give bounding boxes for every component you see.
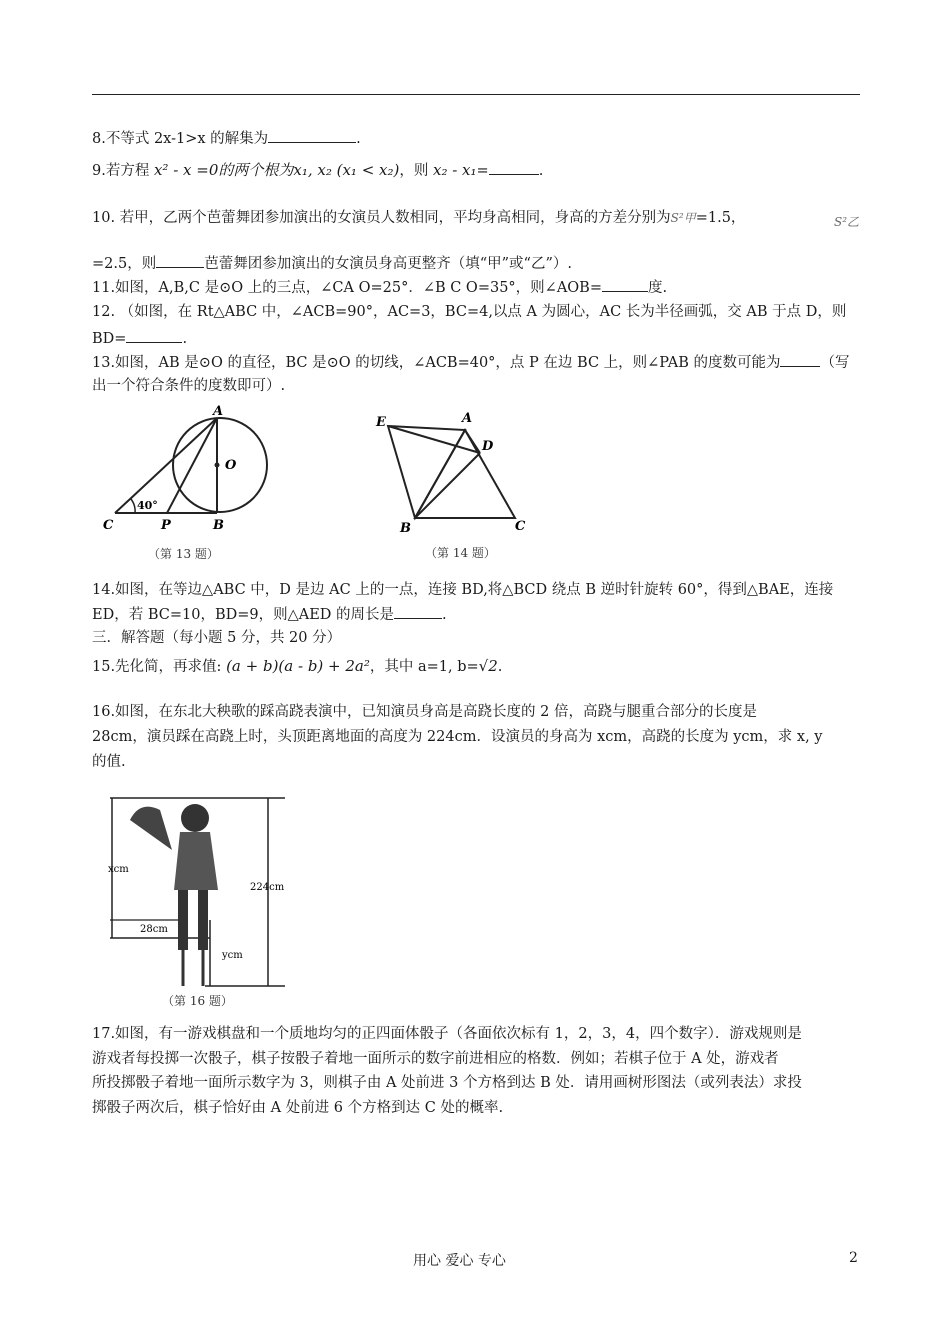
question-14-line1 [92, 580, 862, 600]
question-12-line2 [92, 328, 862, 349]
q11-text: 11.如图，A,B,C 是⊙O 上的三点，∠CA O=25°．∠B C O=35°，则∠AOB= [92, 280, 602, 296]
q12-end: . [182, 331, 188, 347]
question-17-line3: 所投掷骰子着地一面所示数字为 3，则棋子由 A 处前进 3 个方格到达 B 处．请用画树形图法（或列表法）求投 [92, 1075, 802, 1091]
q10-text2: 芭蕾舞团参加演出的女演员身高更整齐（填“甲”或“乙”）. [204, 256, 572, 272]
figure-14 [370, 408, 540, 538]
question-8 [92, 128, 862, 149]
label-c: C [103, 518, 114, 533]
header-rule [92, 94, 860, 95]
variance-jia: S²甲 [670, 211, 696, 225]
q13-text-end: （写 [820, 355, 850, 371]
q9-prefix: 9.若方程 [92, 163, 150, 179]
q8-text: 8.不等式 2x-1>x 的解集为 [92, 131, 269, 147]
q10-value2: =2.5，则 [92, 256, 157, 272]
question-11 [92, 277, 862, 298]
question-10-line1 [92, 208, 862, 228]
line-ap [167, 418, 217, 513]
performer-body [174, 832, 218, 890]
figure-14-caption: （第 14 题） [425, 546, 496, 560]
question-16-line1: 16.如图，在东北大秧歌的踩高跷表演中，已知演员身高是高跷长度的 2 倍，高跷与腿重合部分的长度是 [92, 704, 757, 720]
label-d: D [482, 439, 494, 454]
label-224cm: 224cm [250, 882, 285, 893]
label-o: O [225, 458, 237, 473]
label-p: P [161, 518, 171, 533]
performer-head [181, 804, 209, 832]
answer-blank [489, 160, 539, 175]
question-17-line4: 掷骰子两次后，棋子恰好由 A 处前进 6 个方格到达 C 处的概率. [92, 1100, 504, 1116]
label-28cm: 28cm [140, 924, 168, 935]
label-b: B [400, 521, 411, 536]
q12-text2: BD= [92, 331, 127, 347]
question-15 [92, 656, 862, 677]
q15-expression: (a + b)(a - b) + 2a² [226, 657, 370, 675]
q15-prefix: 15.先化简，再求值: [92, 659, 222, 675]
question-16-line3: 的值. [92, 754, 126, 770]
angle-arc [131, 499, 135, 513]
q15-value: √2 [478, 657, 498, 675]
label-e: E [376, 415, 386, 430]
answer-blank [780, 352, 820, 367]
q9-mid: ，则 [399, 163, 429, 179]
answer-blank [394, 604, 442, 619]
question-10-line2 [92, 253, 862, 274]
question-12-line1 [92, 302, 862, 322]
figure-16 [100, 790, 300, 990]
q15-mid: ，其中 a=1, b= [369, 659, 479, 675]
q8-end: . [356, 131, 361, 147]
variance-yi: S²乙 [834, 215, 860, 229]
section-heading: 三．解答题（每小题 5 分，共 20 分） [92, 630, 342, 646]
figure-13-caption: （第 13 题） [148, 547, 219, 561]
q13-text2: 出一个符合条件的度数即可）. [92, 378, 286, 394]
q14-text2: ED，若 BC=10，BD=9，则△AED 的周长是 [92, 607, 395, 623]
angle-label: 40° [137, 499, 158, 512]
q11-end: 度. [647, 280, 668, 296]
question-9: 9.若方程 x² - x =0的两个根为x₁, x₂ (x₁ < x₂)，则 x₂ - x₁= . [92, 161, 544, 179]
line-ca [115, 418, 217, 513]
answer-blank [268, 128, 356, 143]
q10-value1: =1.5， [695, 210, 746, 226]
figure-16-caption: （第 16 题） [162, 994, 233, 1008]
label-c: C [515, 519, 526, 534]
label-ycm: ycm [222, 950, 243, 961]
q14-text: 14.如图，在等边△ABC 中，D 是边 AC 上的一点，连接 BD,将△BCD 绕点 B 逆时针旋转 60°，得到△BAE，连接 [92, 582, 834, 598]
label-a: A [462, 411, 473, 426]
circle-o [173, 418, 267, 512]
q14-end: . [442, 607, 447, 623]
q15-end: . [497, 659, 503, 675]
triangle-bae [388, 426, 465, 518]
label-b: B [213, 518, 224, 533]
q10-text: 10. 若甲，乙两个芭蕾舞团参加演出的女演员人数相同，平均身高相同，身高的方差分别为 [92, 210, 671, 226]
question-16-line2: 28cm，演员踩在高跷上时，头顶距离地面的高度为 224cm．设演员的身高为 xcm，高跷的长度为 ycm，求 x, y [92, 729, 823, 745]
answer-blank [126, 328, 182, 343]
label-xcm: xcm [108, 864, 129, 875]
q12-text: 12. （如图，在 Rt△ABC 中，∠ACB=90°，AC=3，BC=4,以点 A 为圆心，AC 长为半径画弧，交 AB 于点 D，则 [92, 304, 847, 320]
page-number: 2 [849, 1250, 858, 1266]
q13-text: 13.如图，AB 是⊙O 的直径，BC 是⊙O 的切线，∠ACB=40°，点 P 在边 BC 上，则∠PAB 的度数可能为 [92, 355, 781, 371]
answer-blank [156, 253, 204, 268]
q9-expression: x₂ - x₁ [432, 161, 477, 179]
stilt-right [198, 890, 208, 950]
stilt-left [178, 890, 188, 950]
question-14-line2 [92, 604, 862, 625]
question-13-line1 [92, 352, 862, 373]
label-a: A [213, 405, 224, 419]
question-13-line2 [92, 376, 862, 396]
footer-motto: 用心 爱心 专心 [413, 1253, 506, 1269]
q9-equation: x² - x =0的两个根为x₁, x₂ (x₁ < x₂) [153, 161, 400, 179]
question-17-line2: 游戏者每投掷一次骰子，棋子按骰子着地一面所示的数字前进相应的格数．例如；若棋子位于 A 处，游戏者 [92, 1051, 779, 1067]
triangle-abc [415, 430, 515, 518]
q9-end: . [538, 163, 544, 179]
answer-blank [602, 277, 648, 292]
figure-13 [95, 405, 285, 540]
fan [130, 807, 172, 850]
center-dot [215, 463, 220, 468]
question-17-line1: 17.如图，有一游戏棋盘和一个质地均匀的正四面体骰子（各面依次标有 1，2，3，4，四个数字）．游戏规则是 [92, 1026, 802, 1042]
